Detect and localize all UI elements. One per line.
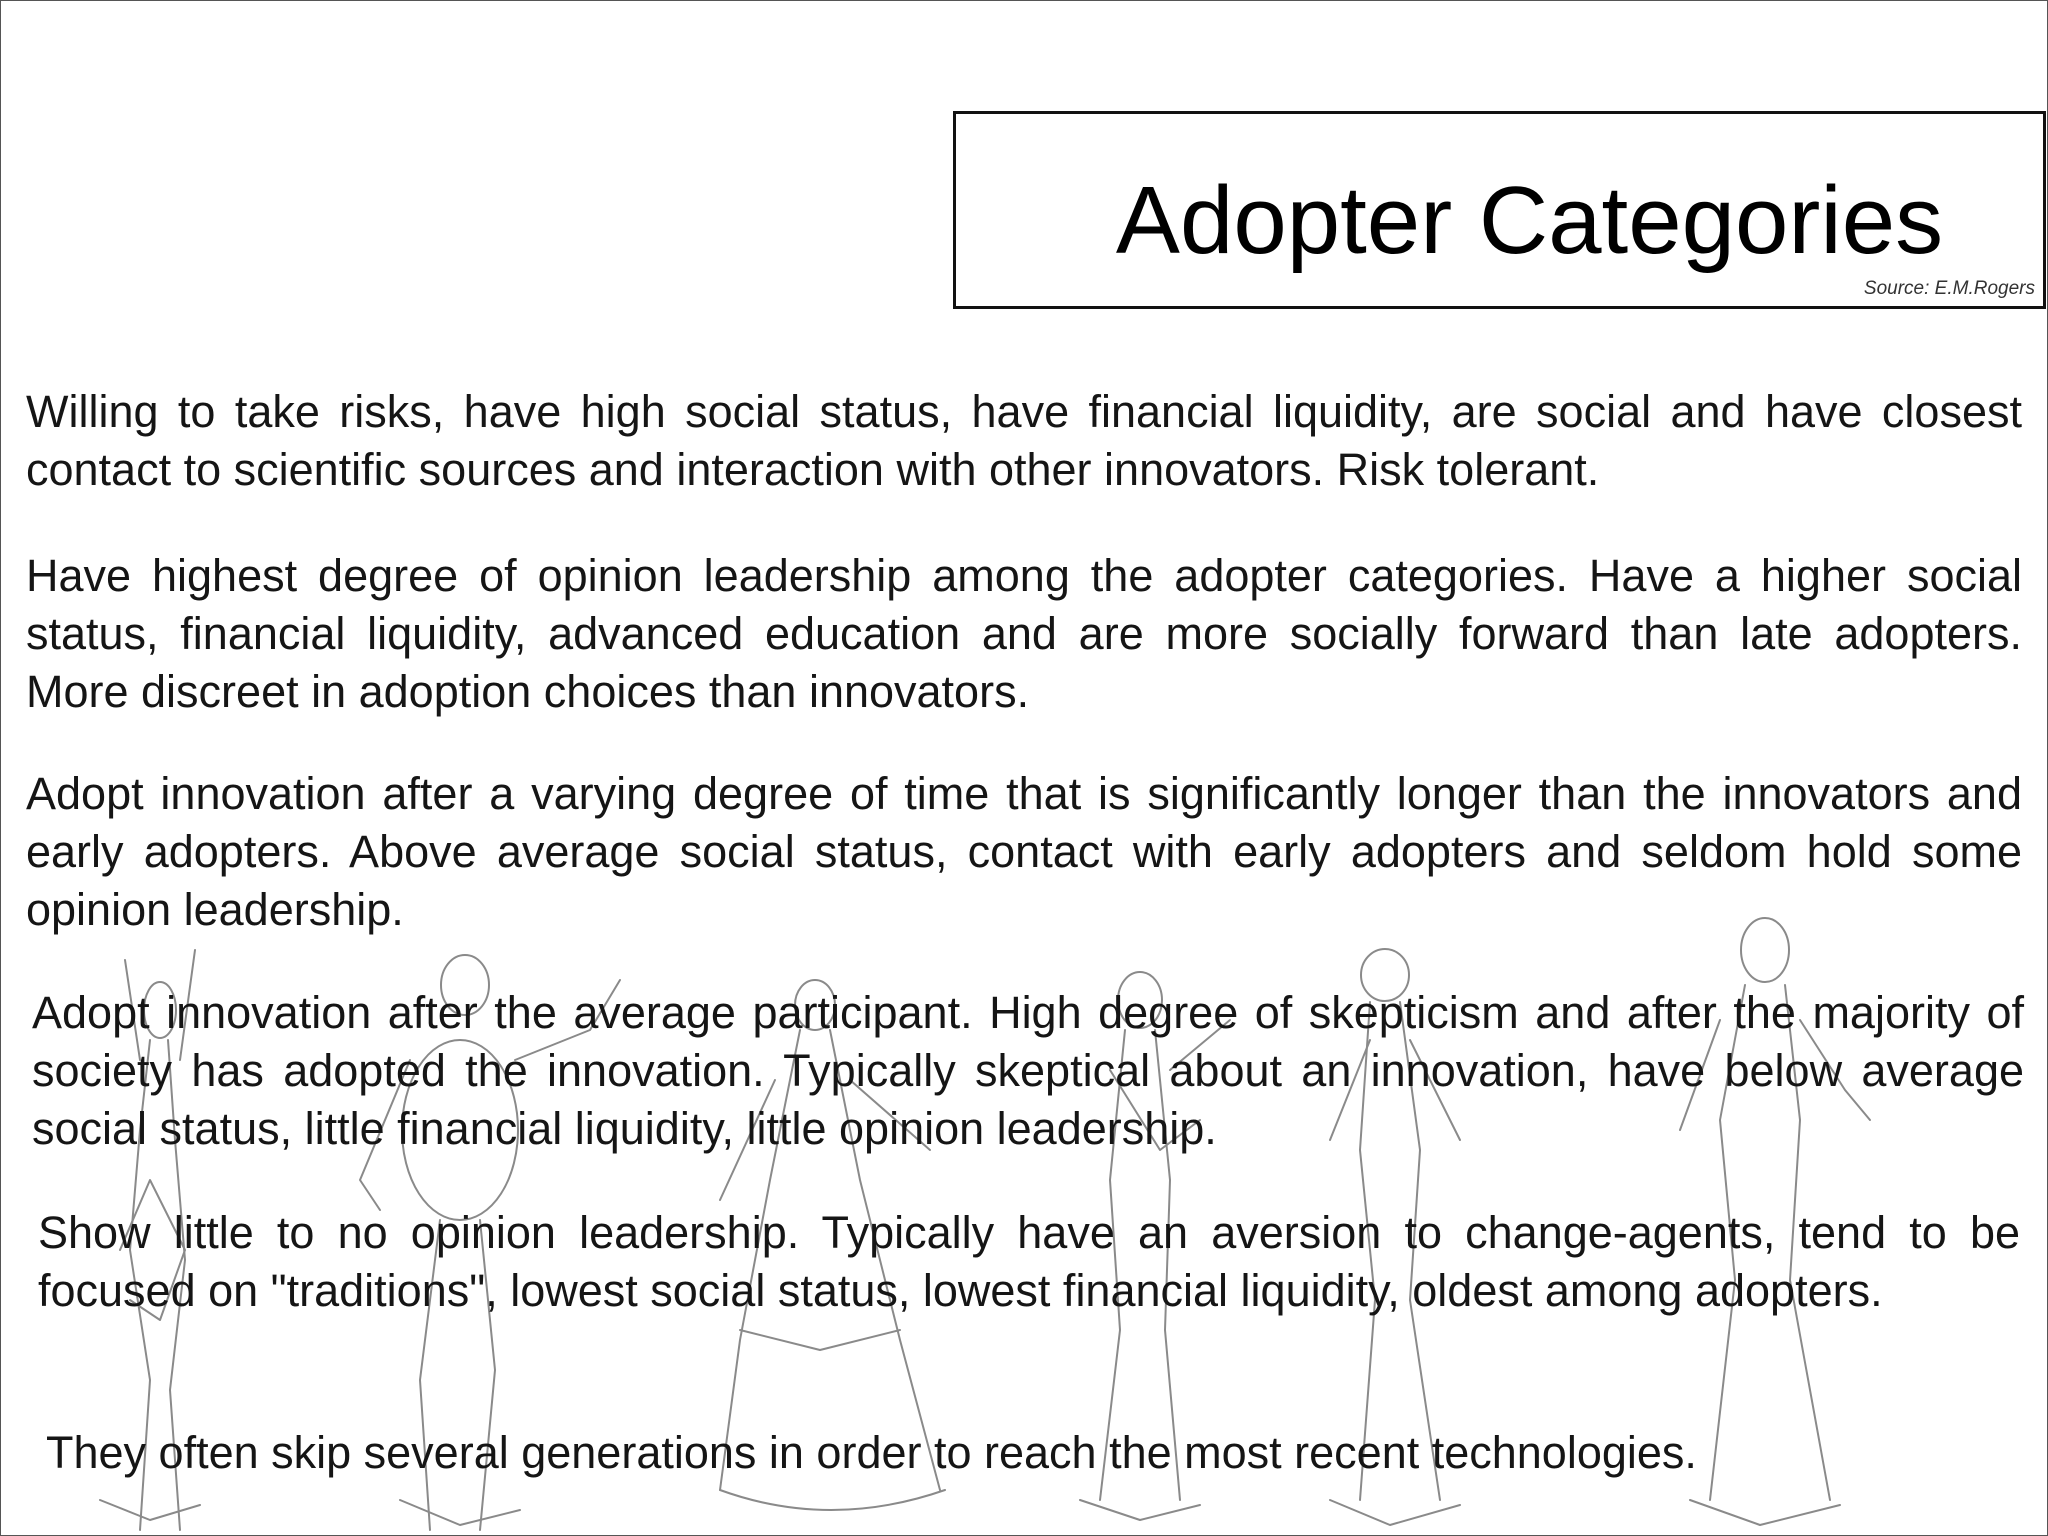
source-citation: Source: E.M.Rogers xyxy=(1863,278,2035,299)
leapfroggers-description: They often skip several generations in order to reach the most recent technologies. xyxy=(46,1427,1697,1478)
title-box xyxy=(953,111,2046,309)
laggards-description: Show little to no opinion leadership. Typically have an aversion to change-agents, tend to be focused on "traditions", lowest social status, lowest financial liquidity, oldest among adopters. xyxy=(38,1207,2020,1316)
early-adopters-description: Have highest degree of opinion leadership among the adopter categories. Have a higher social status, financial liquidity, advanced education and are more socially forward than late adopters. More discreet in adoption choices than innovators. xyxy=(26,550,2022,717)
innovators-description: Willing to take risks, have high social status, have financial liquidity, are social and have closest contact to scientific sources and interaction with other innovators. Risk tolerant. xyxy=(26,386,2022,495)
early-majority-description: Adopt innovation after a varying degree of time that is significantly longer than the innovators and early adopters. Above average social status, contact with early adopters and seldom hold some opinion leadership. xyxy=(26,768,2022,935)
late-majority-description: Adopt innovation after the average participant. High degree of skepticism and after the majority of society has adopted the innovation. Typically skeptical about an innovation, have below average social status, little financial liquidity, little opinion leadership. xyxy=(32,987,2024,1154)
slide-title: Adopter Categories xyxy=(1115,167,1944,274)
